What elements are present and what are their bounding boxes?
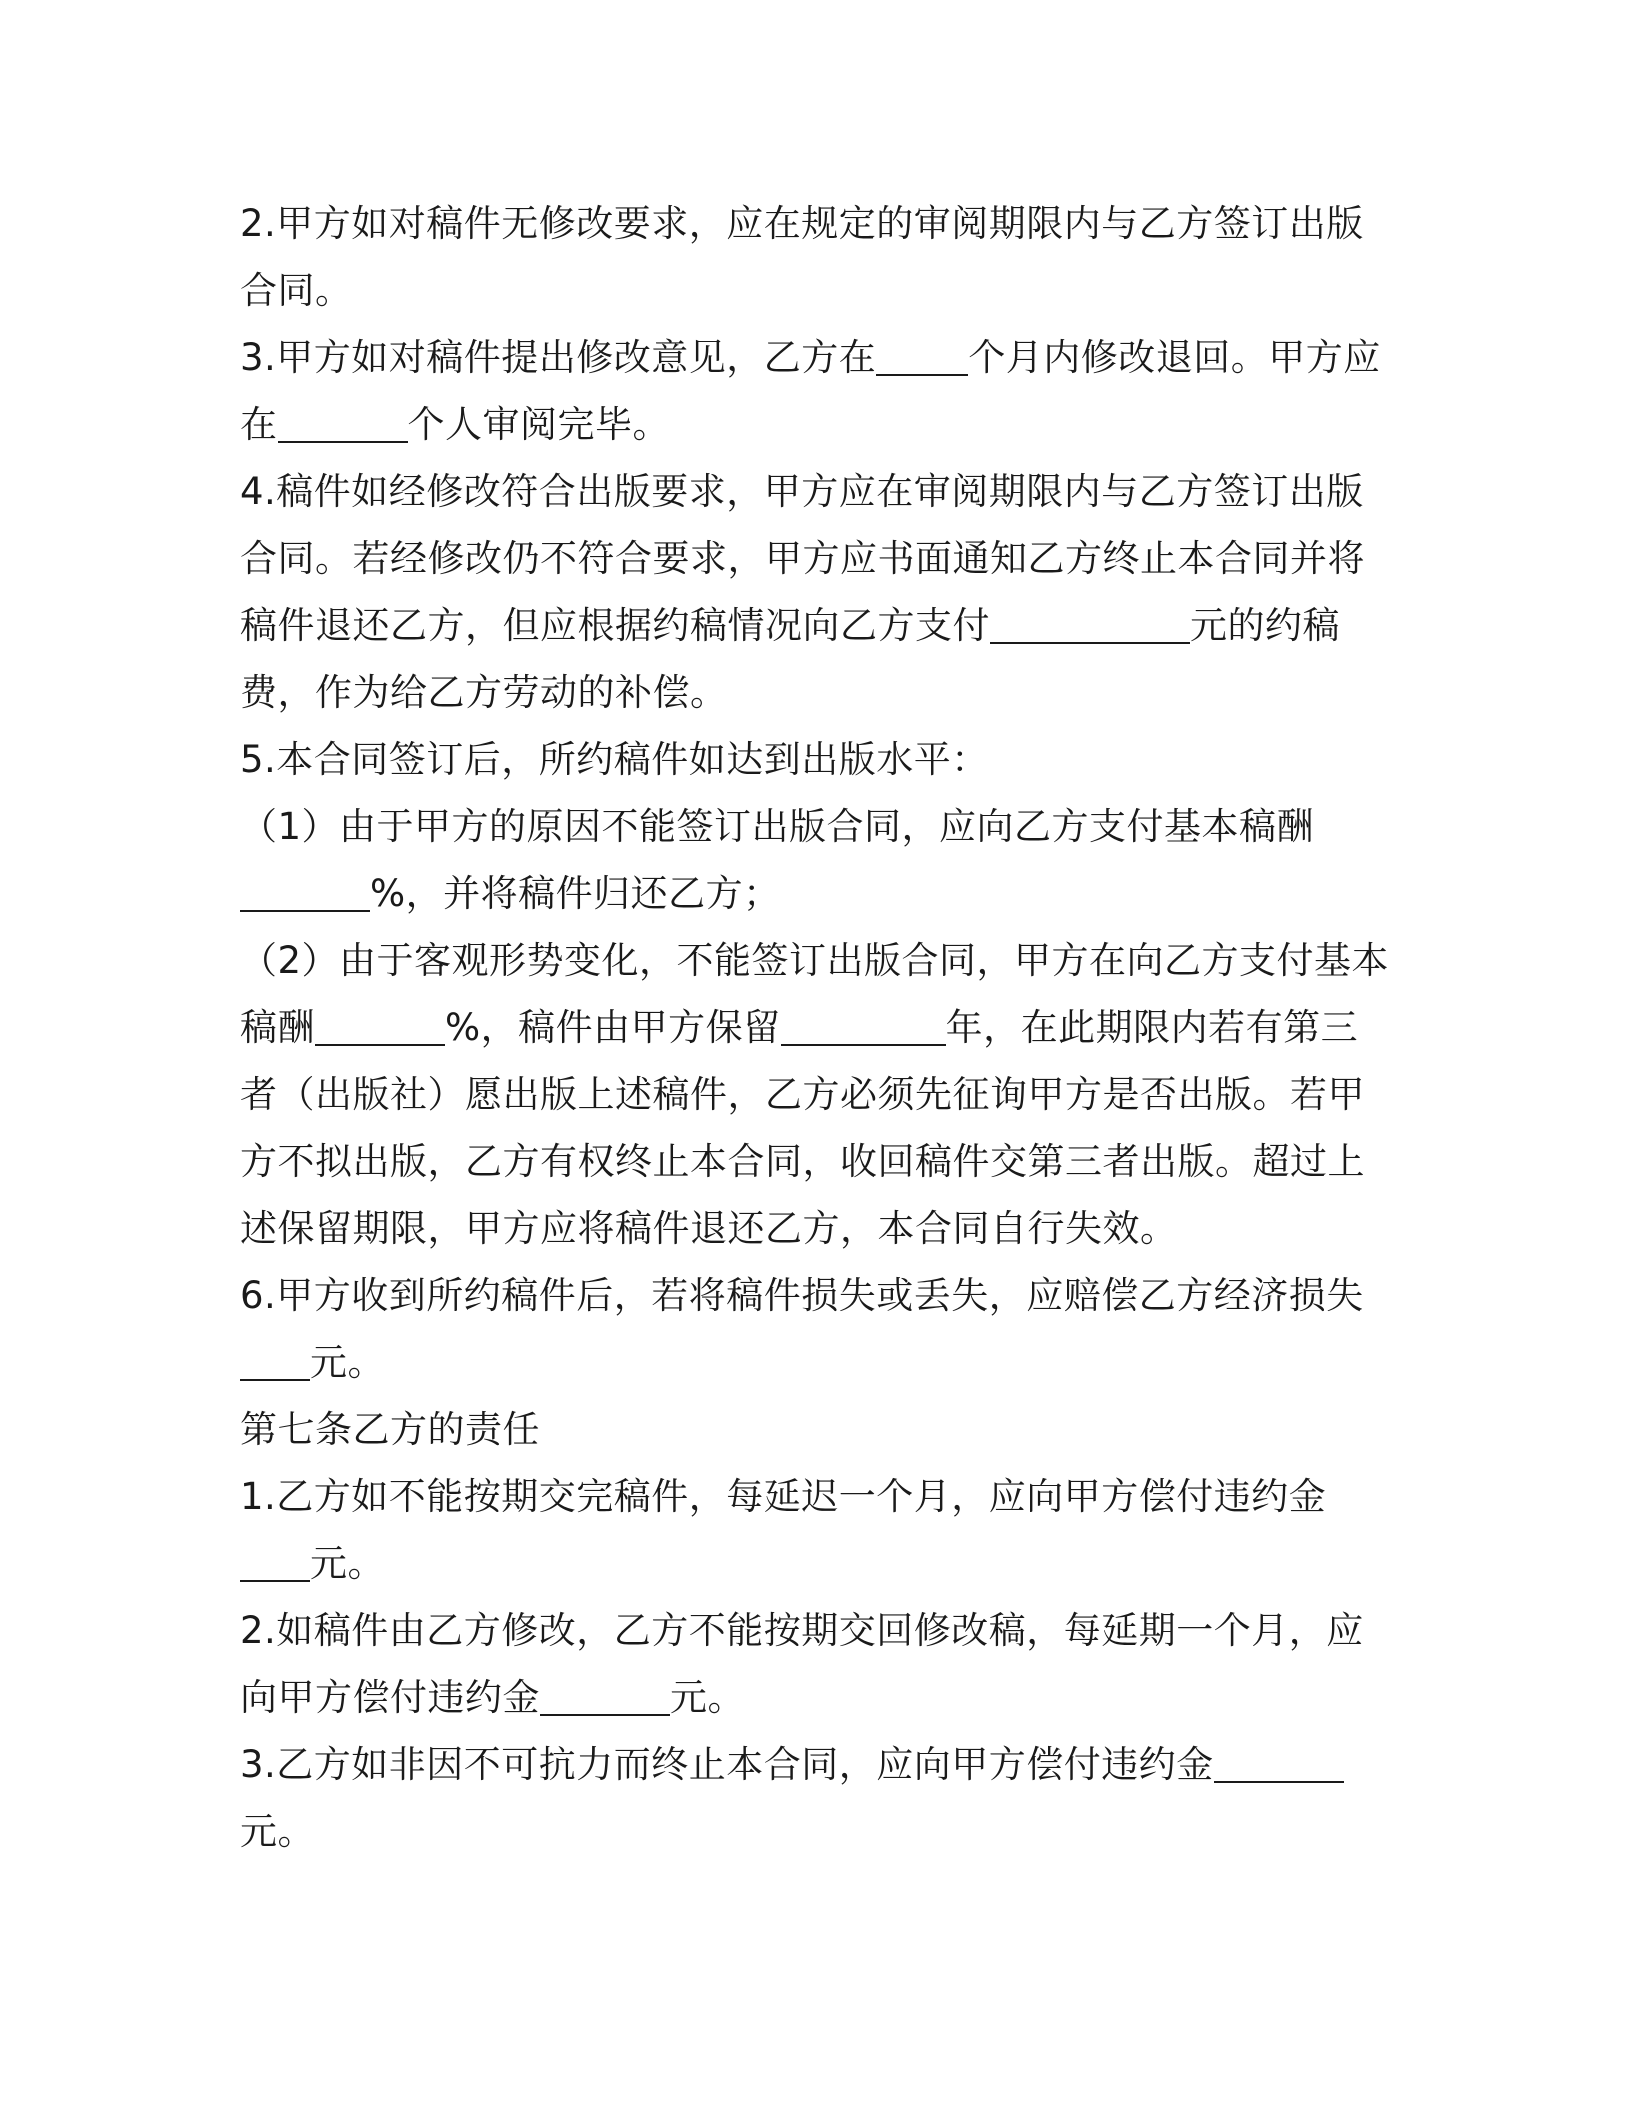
article-7-clause-2-text-b: 元。: [670, 1676, 745, 1719]
clause-3: [240, 324, 1390, 458]
article-7-clause-2: [240, 1597, 1390, 1731]
article-7-clause-3: [240, 1731, 1390, 1865]
clause-6: [240, 1262, 1390, 1396]
fill-blank-termination-penalty[interactable]: [1214, 1741, 1344, 1783]
fill-blank-review-period[interactable]: [278, 401, 408, 443]
clause-4-text-b: 元的约稿费，作为给乙方劳动的补偿。: [240, 604, 1340, 714]
article-7-clause-2-text-a: 2.如稿件由乙方修改，乙方不能按期交回修改稿，每延期一个月，应向甲方偿付违约金: [240, 1609, 1364, 1719]
article-7-clause-3-text-a: 3.乙方如非因不可抗力而终止本合同，应向甲方偿付违约金: [240, 1743, 1214, 1786]
clause-5-item-2-text-b: %，稿件由甲方保留: [445, 1006, 781, 1049]
clause-5-item-1-text-a: （1）由于甲方的原因不能签订出版合同，应向乙方支付基本稿酬: [240, 805, 1315, 848]
clause-4-text-a: 4.稿件如经修改符合出版要求，甲方应在审阅期限内与乙方签订出版合同。若经修改仍不符合要求，甲方应书面通知乙方终止本合同并将稿件退还乙方，但应根据约稿情况向乙方支付: [240, 470, 1365, 647]
clause-2: [240, 190, 1390, 324]
clause-2-text: 2.甲方如对稿件无修改要求，应在规定的审阅期限内与乙方签订出版合同。: [240, 202, 1364, 312]
fill-blank-commission-fee[interactable]: [990, 602, 1190, 644]
fill-blank-months[interactable]: [876, 334, 968, 376]
clause-5-item-2-text-c: 年，在此期限内若有第三者（出版社）愿出版上述稿件，乙方必须先征询甲方是否出版。若甲方不拟出版，乙方有权终止本合同，收回稿件交第三者出版。超过上述保留期限，甲方应将稿件退还乙方，本合同自行失效。: [240, 1006, 1365, 1250]
fill-blank-base-royalty-percent-1[interactable]: [240, 870, 370, 912]
clause-6-text-b: 元。: [310, 1341, 385, 1384]
clause-4: [240, 458, 1390, 726]
contract-body: [240, 190, 1390, 1865]
article-7-clause-1: [240, 1463, 1390, 1597]
clause-3-text-a: 3.甲方如对稿件提出修改意见，乙方在: [240, 336, 877, 379]
article-7-clause-1-text-a: 1.乙方如不能按期交完稿件，每延迟一个月，应向甲方偿付违约金: [240, 1475, 1327, 1518]
article-7-heading: [240, 1396, 1390, 1463]
clause-5: [240, 726, 1390, 793]
fill-blank-revision-late-penalty[interactable]: [540, 1674, 670, 1716]
clause-5-item-2: [240, 927, 1390, 1262]
fill-blank-loss-compensation[interactable]: [240, 1339, 310, 1381]
article-7-clause-1-text-b: 元。: [310, 1542, 385, 1585]
clause-5-item-1: [240, 793, 1390, 927]
fill-blank-retention-years[interactable]: [781, 1004, 946, 1046]
article-7-title: 第七条乙方的责任: [240, 1408, 540, 1451]
fill-blank-base-royalty-percent-2[interactable]: [315, 1004, 445, 1046]
clause-5-item-1-text-b: %，并将稿件归还乙方；: [370, 872, 781, 915]
clause-3-text-b: 个月内修改退回。甲方应在: [240, 336, 1381, 446]
clause-5-text: 5.本合同签订后，所约稿件如达到出版水平：: [240, 738, 989, 781]
clause-3-text-c: 个人审阅完毕。: [407, 403, 670, 446]
fill-blank-late-penalty[interactable]: [240, 1540, 310, 1582]
clause-6-text-a: 6.甲方收到所约稿件后，若将稿件损失或丢失，应赔偿乙方经济损失: [240, 1274, 1364, 1317]
article-7-clause-3-text-b: 元。: [240, 1810, 315, 1853]
clause-5-item-2-text-a: （2）由于客观形势变化，不能签订出版合同，甲方在向乙方支付基本稿酬: [240, 939, 1390, 1049]
